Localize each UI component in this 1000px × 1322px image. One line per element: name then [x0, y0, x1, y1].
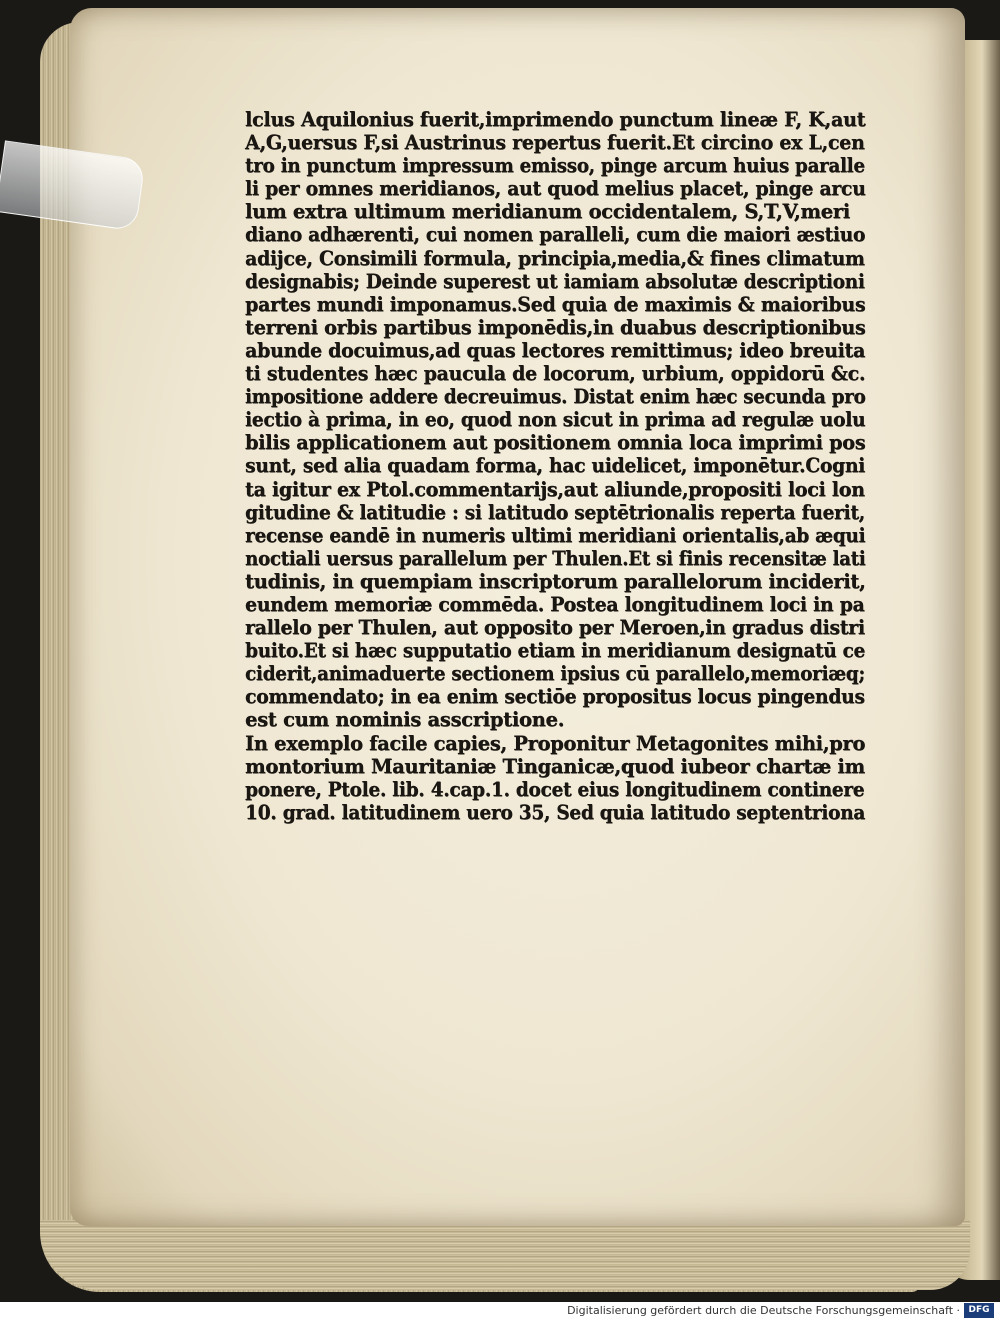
text-line: est cum nominis asscriptione. — [245, 708, 565, 732]
text-line: 10. grad. latitudinem uero 35, Sed quia latitudo septentriona — [245, 800, 866, 824]
text-line: ta igitur ex Ptol.commentarijs,aut aliunde,propositi loci lon — [245, 477, 865, 501]
text-line: tro in punctum impressum emisso, pinge arcum huius paralle — [245, 154, 865, 178]
text-line: diano adhærenti, cui nomen paralleli, cum die maiori æstiuo — [245, 223, 866, 247]
text-line: li per omnes meridianos, aut quod melius placet, pinge arcu — [245, 177, 866, 201]
text-line: iectio à prima, in eo, quod non sicut in prima ad regulæ uolu — [245, 408, 866, 432]
text-line: commendato; in ea enim sectiōe propositus locus pingendus — [245, 685, 865, 709]
text-line: eundem memoriæ commēda. Postea longitudinem loci in pa — [245, 592, 865, 616]
text-line: bilis applicationem aut positionem omnia loca imprimi pos — [245, 431, 866, 455]
page-text-block — [245, 108, 865, 824]
text-line: lum extra ultimum meridianum occidentalem, S,T,V,meri — [245, 200, 850, 224]
text-line: partes mundi imponamus.Sed quia de maximis & maioribus — [245, 292, 866, 316]
text-line: abunde docuimus,ad quas lectores remittimus; ideo breuita — [245, 338, 865, 362]
text-line: designabis; Deinde superest ut iamiam absolutæ descriptioni — [245, 269, 865, 293]
text-line: montorium Mauritaniæ Tinganicæ,quod iubeor chartæ im — [245, 754, 865, 778]
text-line: ponere, Ptole. lib. 4.cap.1. docet eius longitudinem continere — [245, 777, 865, 801]
text-line: rallelo per Thulen, aut opposito per Meroen,in gradus distri — [245, 616, 865, 640]
footer-credit: Digitalisierung gefördert durch die Deutsche Forschungsgemeinschaft · — [567, 1304, 960, 1317]
text-line: lclus Aquilonius fuerit,imprimendo punctum lineæ F, K,aut — [245, 108, 866, 131]
text-line: adijce, Consimili formula, principia,media,& fines climatum — [245, 246, 865, 270]
text-line: A,G,uersus F,si Austrinus repertus fuerit.Et circino ex L,cen — [245, 131, 865, 155]
text-line: ti studentes hæc paucula de locorum, urbium, oppidorū &c. — [245, 362, 866, 386]
text-line: terreni orbis partibus imponēdis,in duabus descriptionibus — [245, 315, 866, 339]
text-line: recense eandē in numeris ultimi meridiani orientalis,ab æqui — [245, 523, 866, 547]
book-leaves-bottom — [40, 1220, 970, 1290]
text-line: In exemplo facile capies, Proponitur Metagonites mihi,pro — [245, 731, 865, 755]
text-line: gitudine & latitudie : si latitudo septētrionalis reperta fuerit, — [245, 500, 865, 524]
text-line: tudinis, in quempiam inscriptorum parallelorum inciderit, — [245, 569, 866, 593]
text-line: ciderit,animaduerte sectionem ipsius cū parallelo,memoriæq; — [245, 662, 865, 686]
dfg-logo: DFG — [964, 1303, 994, 1318]
text-line: buito.Et si hæc supputatio etiam in meridianum designatū ce — [245, 639, 865, 663]
text-line: sunt, sed alia quadam forma, hac uidelicet, imponētur.Cogni — [245, 454, 865, 478]
text-line: noctiali uersus parallelum per Thulen.Et si finis recensitæ lati — [245, 546, 866, 570]
text-line: impositione addere decreuimus. Distat enim hæc secunda pro — [245, 385, 866, 409]
